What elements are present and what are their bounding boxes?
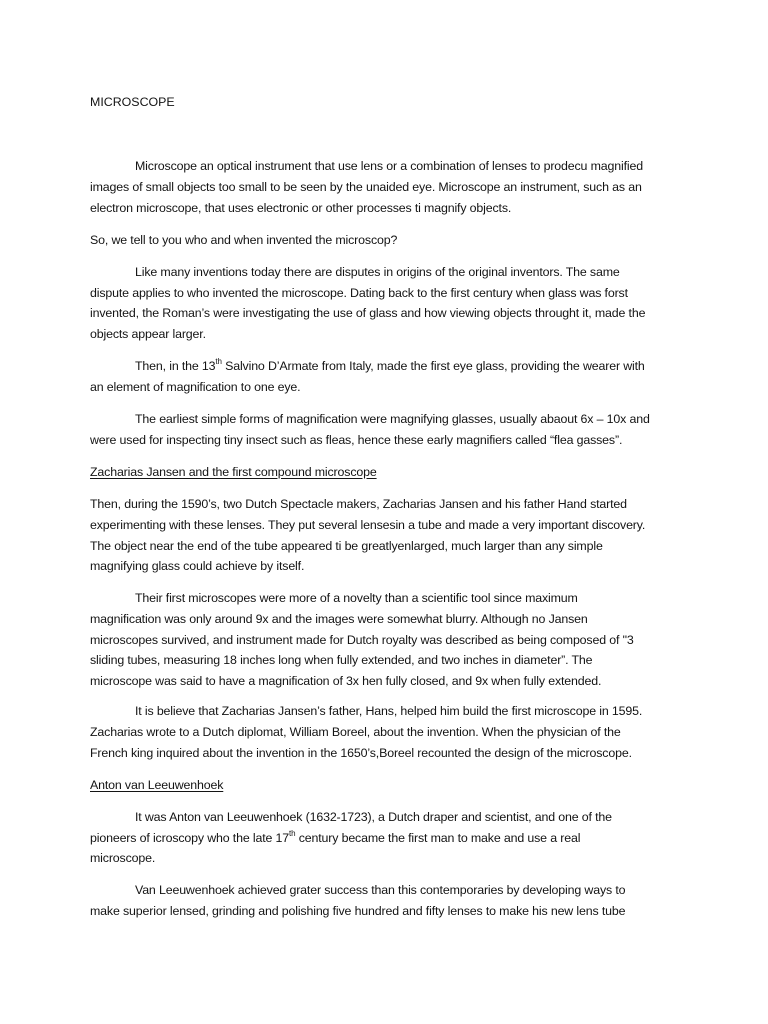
paragraph-line: experimenting with these lenses. They put several lensesin a tube and made a very important discovery. xyxy=(90,518,646,532)
paragraph-line: microscope was said to have a magnification of 3x hen fully closed, and 9x when fully extended. xyxy=(90,674,602,688)
paragraph-line: Zacharias wrote to a Dutch diplomat, William Boreel, about the invention. When the physician of the xyxy=(90,725,621,739)
paragraph-line: The object near the end of the tube appeared ti be greatlyenlarged, much larger than any simple xyxy=(90,539,603,553)
paragraph-line: invented, the Roman’s were investigating the use of glass and how viewing objects throught it, made the xyxy=(90,306,646,320)
paragraph-line xyxy=(135,356,645,376)
paragraph-line: Their first microscopes were more of a novelty than a scientific tool since maximum xyxy=(135,591,578,605)
superscript: th xyxy=(289,828,296,838)
superscript: th xyxy=(215,356,222,366)
paragraph-line: Then, during the 1590’s, two Dutch Spectacle makers, Zacharias Jansen and his father Hand started xyxy=(90,497,627,511)
paragraph-line: magnifying glass could achieve by itself. xyxy=(90,559,305,573)
paragraph-line: microscope. xyxy=(90,851,156,865)
paragraph-line: images of small objects too small to be seen by the unaided eye. Microscope an instrument, such as an xyxy=(90,180,642,194)
paragraph-line: electron microscope, that uses electronic or other processes ti magnify objects. xyxy=(90,201,512,215)
paragraph-line: Microscope an optical instrument that use lens or a combination of lenses to prodecu magnified xyxy=(135,159,643,173)
paragraph-line: The earliest simple forms of magnification were magnifying glasses, usually abaout 6x – 10x and xyxy=(135,412,650,426)
section-heading-leeuwenhoek: Anton van Leeuwenhoek xyxy=(90,778,224,792)
paragraph-line: Van Leeuwenhoek achieved grater success than this contemporaries by developing ways to xyxy=(135,883,626,897)
paragraph-line: an element of magnification to one eye. xyxy=(90,380,301,394)
paragraph-line: dispute applies to who invented the microscope. Dating back to the first century when glass was forst xyxy=(90,286,628,300)
paragraph-line: objects appear larger. xyxy=(90,327,206,341)
text-run: Salvino D’Armate from Italy, made the first eye glass, providing the wearer with xyxy=(221,359,645,373)
paragraph-line xyxy=(90,828,580,848)
section-heading-jansen: Zacharias Jansen and the first compound microscope xyxy=(90,465,377,479)
text-run: pioneers of icroscopy who the late 17 xyxy=(90,831,290,845)
paragraph-line: microscopes survived, and instrument made for Dutch royalty was described as being composed of "3 xyxy=(90,633,634,647)
text-run: Then, in the 13 xyxy=(135,359,216,373)
paragraph-line: magnification was only around 9x and the images were somewhat blurry. Although no Jansen xyxy=(90,612,588,626)
paragraph-line: sliding tubes, measuring 18 inches long when fully extended, and two inches in diameter”. The xyxy=(90,653,593,667)
paragraph-line: make superior lensed, grinding and polishing five hundred and fifty lenses to make his new lens tube xyxy=(90,904,626,918)
document-title: MICROSCOPE xyxy=(90,95,175,109)
paragraph-line: It was Anton van Leeuwenhoek (1632-1723), a Dutch draper and scientist, and one of the xyxy=(135,810,612,824)
paragraph-line: were used for inspecting tiny insect such as fleas, hence these early magnifiers called “flea gasses”. xyxy=(90,433,623,447)
paragraph-line: Like many inventions today there are disputes in origins of the original inventors. The same xyxy=(135,265,620,279)
paragraph-line: So, we tell to you who and when invented the microscop? xyxy=(90,233,398,247)
paragraph-line: It is believe that Zacharias Jansen’s father, Hans, helped him build the first microscope in 1595. xyxy=(135,704,643,718)
text-run: century became the first man to make and use a real xyxy=(295,831,581,845)
paragraph-line: French king inquired about the invention in the 1650’s,Boreel recounted the design of the microscope. xyxy=(90,746,632,760)
